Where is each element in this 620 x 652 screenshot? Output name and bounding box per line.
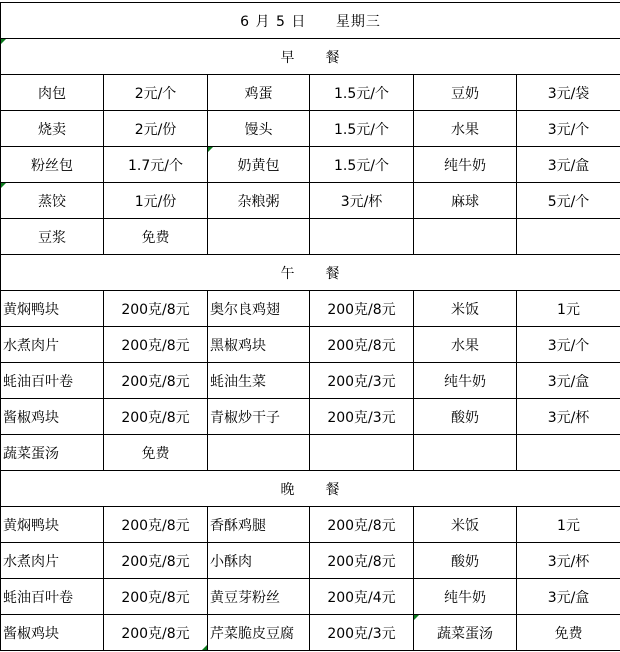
item-price: 200克/8元 bbox=[121, 625, 190, 642]
item-price: 1元 bbox=[557, 301, 580, 318]
breakfast-price-cell[interactable] bbox=[104, 219, 208, 255]
item-name: 麻球 bbox=[451, 193, 479, 210]
dinner-price-cell[interactable] bbox=[517, 507, 620, 543]
item-name: 粉丝包 bbox=[31, 157, 73, 174]
item-name: 馒头 bbox=[244, 121, 273, 138]
dinner-price-cell[interactable] bbox=[104, 507, 208, 543]
item-name: 黄豆芽粉丝 bbox=[210, 589, 280, 606]
item-name: 纯牛奶 bbox=[444, 589, 486, 606]
item-price: 200克/3元 bbox=[327, 409, 396, 426]
lunch-item-cell[interactable] bbox=[208, 291, 310, 327]
day-value: 5 bbox=[276, 13, 286, 30]
item-price: 200克/3元 bbox=[327, 625, 396, 642]
item-name: 肉包 bbox=[38, 85, 66, 102]
breakfast-price-cell[interactable] bbox=[517, 183, 620, 219]
breakfast-price-cell[interactable] bbox=[517, 219, 620, 255]
breakfast-row bbox=[1, 219, 620, 255]
dinner-row bbox=[1, 615, 620, 651]
comment-marker-icon bbox=[1, 39, 6, 44]
breakfast-price-cell[interactable] bbox=[104, 75, 208, 111]
item-name: 蒸饺 bbox=[38, 193, 66, 210]
item-name: 水果 bbox=[451, 337, 479, 354]
breakfast-row bbox=[1, 75, 620, 111]
breakfast-item-cell[interactable] bbox=[414, 75, 517, 111]
dinner-item-cell[interactable] bbox=[208, 543, 310, 579]
breakfast-price-cell[interactable] bbox=[517, 111, 620, 147]
item-price: 5元/个 bbox=[547, 193, 590, 210]
breakfast-title-cell[interactable] bbox=[1, 39, 620, 75]
dinner-item-cell[interactable] bbox=[1, 543, 104, 579]
breakfast-row bbox=[1, 111, 620, 147]
lunch-price-cell[interactable] bbox=[104, 363, 208, 399]
item-price: 200克/3元 bbox=[327, 373, 396, 390]
item-price: 200克/8元 bbox=[121, 517, 190, 534]
breakfast-item-cell[interactable] bbox=[414, 147, 517, 183]
breakfast-row bbox=[1, 147, 620, 183]
breakfast-row bbox=[1, 183, 620, 219]
item-name: 黄焖鸭块 bbox=[3, 301, 59, 318]
item-name: 酱椒鸡块 bbox=[3, 625, 59, 642]
item-name: 蚝油百叶卷 bbox=[3, 589, 73, 606]
breakfast-price-cell[interactable] bbox=[310, 219, 414, 255]
item-price: 3元/杯 bbox=[340, 193, 383, 210]
breakfast-price-cell[interactable] bbox=[310, 183, 414, 219]
breakfast-price-cell[interactable] bbox=[104, 111, 208, 147]
breakfast-item-cell[interactable] bbox=[1, 219, 104, 255]
weekday: 星期三 bbox=[335, 13, 381, 30]
breakfast-section bbox=[1, 75, 620, 255]
comment-marker-icon bbox=[1, 183, 6, 188]
lunch-item-cell[interactable] bbox=[208, 435, 310, 471]
item-name: 香酥鸡腿 bbox=[210, 517, 266, 534]
item-name: 水煮肉片 bbox=[3, 553, 59, 570]
dinner-price-cell[interactable] bbox=[517, 615, 620, 651]
item-name: 豆奶 bbox=[451, 85, 479, 102]
lunch-item-cell[interactable] bbox=[208, 363, 310, 399]
comment-marker-icon bbox=[202, 645, 207, 650]
lunch-price-cell[interactable] bbox=[517, 291, 620, 327]
item-price: 1.5元/个 bbox=[334, 121, 389, 138]
breakfast-price-cell[interactable] bbox=[104, 183, 208, 219]
item-name: 蚝油百叶卷 bbox=[3, 373, 73, 390]
dinner-title: 晚 餐 bbox=[280, 481, 341, 498]
dinner-price-cell[interactable] bbox=[104, 579, 208, 615]
breakfast-title: 早 餐 bbox=[280, 49, 341, 66]
item-price: 免费 bbox=[141, 229, 170, 246]
item-price: 1.5元/个 bbox=[334, 85, 389, 102]
item-name: 纯牛奶 bbox=[444, 373, 486, 390]
item-price: 2元/份 bbox=[134, 121, 177, 138]
lunch-item-cell[interactable] bbox=[414, 363, 517, 399]
breakfast-item-cell[interactable] bbox=[208, 219, 310, 255]
item-price: 200克/8元 bbox=[121, 589, 190, 606]
breakfast-price-cell[interactable] bbox=[104, 147, 208, 183]
lunch-item-cell[interactable] bbox=[414, 435, 517, 471]
lunch-price-cell[interactable] bbox=[104, 435, 208, 471]
lunch-item-cell[interactable] bbox=[1, 327, 104, 363]
lunch-item-cell[interactable] bbox=[1, 291, 104, 327]
dinner-row bbox=[1, 543, 620, 579]
lunch-item-cell[interactable] bbox=[1, 435, 104, 471]
dinner-item-cell[interactable] bbox=[1, 615, 104, 651]
breakfast-price-cell[interactable] bbox=[310, 147, 414, 183]
day-unit: 日 bbox=[291, 13, 307, 30]
lunch-price-cell[interactable] bbox=[517, 435, 620, 471]
item-name: 酱椒鸡块 bbox=[3, 409, 59, 426]
lunch-item-cell[interactable] bbox=[414, 291, 517, 327]
item-name: 鸡蛋 bbox=[244, 85, 273, 102]
item-price: 200克/8元 bbox=[327, 517, 396, 534]
item-name: 杂粮粥 bbox=[237, 193, 280, 210]
item-price: 3元/盒 bbox=[547, 373, 590, 390]
dinner-row bbox=[1, 579, 620, 615]
item-name: 米饭 bbox=[451, 517, 479, 534]
item-price: 3元/杯 bbox=[547, 553, 590, 570]
item-name: 米饭 bbox=[451, 301, 479, 318]
item-name: 酸奶 bbox=[451, 553, 479, 570]
dinner-item-cell[interactable] bbox=[1, 579, 104, 615]
lunch-price-cell[interactable] bbox=[517, 363, 620, 399]
item-name: 水煮肉片 bbox=[3, 337, 59, 354]
dinner-item-cell[interactable] bbox=[414, 579, 517, 615]
item-name: 黑椒鸡块 bbox=[210, 337, 266, 354]
breakfast-price-cell[interactable] bbox=[310, 111, 414, 147]
lunch-title: 午 餐 bbox=[280, 265, 341, 282]
breakfast-price-cell[interactable] bbox=[310, 75, 414, 111]
item-price: 3元/个 bbox=[547, 121, 590, 138]
dinner-item-cell[interactable] bbox=[414, 507, 517, 543]
lunch-price-cell[interactable] bbox=[104, 399, 208, 435]
breakfast-price-cell[interactable] bbox=[517, 147, 620, 183]
lunch-row bbox=[1, 399, 620, 435]
item-name: 青椒炒干子 bbox=[210, 409, 280, 426]
item-price: 200克/8元 bbox=[327, 337, 396, 354]
breakfast-item-cell[interactable] bbox=[414, 183, 517, 219]
item-price: 免费 bbox=[554, 625, 583, 642]
dinner-section bbox=[1, 507, 620, 651]
item-name: 水果 bbox=[451, 121, 479, 138]
breakfast-price-cell[interactable] bbox=[517, 75, 620, 111]
item-price: 200克/8元 bbox=[121, 337, 190, 354]
lunch-price-cell[interactable] bbox=[310, 435, 414, 471]
dinner-row bbox=[1, 507, 620, 543]
item-price: 3元/盒 bbox=[547, 157, 590, 174]
dinner-item-cell[interactable] bbox=[208, 579, 310, 615]
comment-marker-icon bbox=[208, 147, 213, 152]
breakfast-item-cell[interactable] bbox=[208, 75, 310, 111]
lunch-section bbox=[1, 291, 620, 471]
dinner-item-cell[interactable] bbox=[208, 507, 310, 543]
dinner-price-cell[interactable] bbox=[517, 543, 620, 579]
date-header-cell[interactable] bbox=[1, 3, 620, 39]
lunch-price-cell[interactable] bbox=[517, 327, 620, 363]
item-price: 3元/盒 bbox=[547, 589, 590, 606]
month-value: 6 bbox=[240, 13, 251, 30]
breakfast-item-cell[interactable] bbox=[208, 183, 310, 219]
dinner-price-cell[interactable] bbox=[104, 543, 208, 579]
dinner-item-cell[interactable] bbox=[414, 543, 517, 579]
lunch-price-cell[interactable] bbox=[310, 363, 414, 399]
lunch-item-cell[interactable] bbox=[1, 363, 104, 399]
lunch-price-cell[interactable] bbox=[517, 399, 620, 435]
breakfast-item-cell[interactable] bbox=[1, 75, 104, 111]
lunch-price-cell[interactable] bbox=[104, 291, 208, 327]
item-name: 蔬菜蛋汤 bbox=[3, 445, 59, 462]
item-name: 纯牛奶 bbox=[444, 157, 486, 174]
breakfast-item-cell[interactable] bbox=[1, 147, 104, 183]
lunch-row bbox=[1, 363, 620, 399]
comment-marker-icon bbox=[414, 615, 419, 620]
item-price: 200克/8元 bbox=[121, 409, 190, 426]
dinner-item-cell[interactable] bbox=[414, 615, 517, 651]
month-unit: 月 bbox=[255, 13, 271, 30]
dinner-price-cell[interactable] bbox=[104, 615, 208, 651]
lunch-item-cell[interactable] bbox=[414, 327, 517, 363]
item-price: 2元/个 bbox=[134, 85, 177, 102]
dinner-price-cell[interactable] bbox=[310, 615, 414, 651]
item-name: 芹菜脆皮豆腐 bbox=[210, 625, 294, 642]
item-price: 3元/袋 bbox=[547, 85, 590, 102]
item-price: 200克/4元 bbox=[327, 589, 396, 606]
item-name: 奥尔良鸡翅 bbox=[210, 301, 280, 318]
item-price: 1.5元/个 bbox=[334, 157, 389, 174]
lunch-row bbox=[1, 327, 620, 363]
breakfast-item-cell[interactable] bbox=[414, 219, 517, 255]
menu-table bbox=[0, 2, 620, 651]
item-name: 豆浆 bbox=[38, 229, 66, 246]
lunch-price-cell[interactable] bbox=[310, 291, 414, 327]
item-price: 1元 bbox=[557, 517, 580, 534]
lunch-item-cell[interactable] bbox=[1, 399, 104, 435]
item-price: 1元/份 bbox=[134, 193, 177, 210]
item-price: 200克/8元 bbox=[121, 373, 190, 390]
breakfast-item-cell[interactable] bbox=[208, 111, 310, 147]
item-price: 3元/杯 bbox=[547, 409, 590, 426]
lunch-price-cell[interactable] bbox=[310, 327, 414, 363]
item-name: 烧卖 bbox=[38, 121, 66, 138]
breakfast-item-cell[interactable] bbox=[414, 111, 517, 147]
item-price: 1.7元/个 bbox=[128, 157, 183, 174]
item-name: 小酥肉 bbox=[210, 553, 252, 570]
breakfast-item-cell[interactable] bbox=[208, 147, 310, 183]
lunch-row bbox=[1, 291, 620, 327]
dinner-item-cell[interactable] bbox=[1, 507, 104, 543]
dinner-title-cell[interactable] bbox=[1, 471, 620, 507]
dinner-price-cell[interactable] bbox=[310, 507, 414, 543]
item-price: 200克/8元 bbox=[327, 301, 396, 318]
item-price: 200克/8元 bbox=[121, 553, 190, 570]
lunch-price-cell[interactable] bbox=[310, 399, 414, 435]
lunch-item-cell[interactable] bbox=[414, 399, 517, 435]
lunch-price-cell[interactable] bbox=[104, 327, 208, 363]
item-name: 奶黄包 bbox=[237, 157, 280, 174]
lunch-title-cell[interactable] bbox=[1, 255, 620, 291]
item-price: 200克/8元 bbox=[121, 301, 190, 318]
breakfast-item-cell[interactable] bbox=[1, 183, 104, 219]
lunch-item-cell[interactable] bbox=[208, 399, 310, 435]
item-price: 3元/个 bbox=[547, 337, 590, 354]
breakfast-item-cell[interactable] bbox=[1, 111, 104, 147]
dinner-price-cell[interactable] bbox=[310, 543, 414, 579]
lunch-row bbox=[1, 435, 620, 471]
item-name: 酸奶 bbox=[451, 409, 479, 426]
item-price: 200克/8元 bbox=[327, 553, 396, 570]
item-price: 免费 bbox=[141, 445, 170, 462]
item-name: 蔬菜蛋汤 bbox=[437, 625, 493, 642]
dinner-price-cell[interactable] bbox=[517, 579, 620, 615]
dinner-item-cell[interactable] bbox=[208, 615, 310, 651]
item-name: 蚝油生菜 bbox=[210, 373, 266, 390]
item-name: 黄焖鸭块 bbox=[3, 517, 59, 534]
lunch-item-cell[interactable] bbox=[208, 327, 310, 363]
dinner-price-cell[interactable] bbox=[310, 579, 414, 615]
